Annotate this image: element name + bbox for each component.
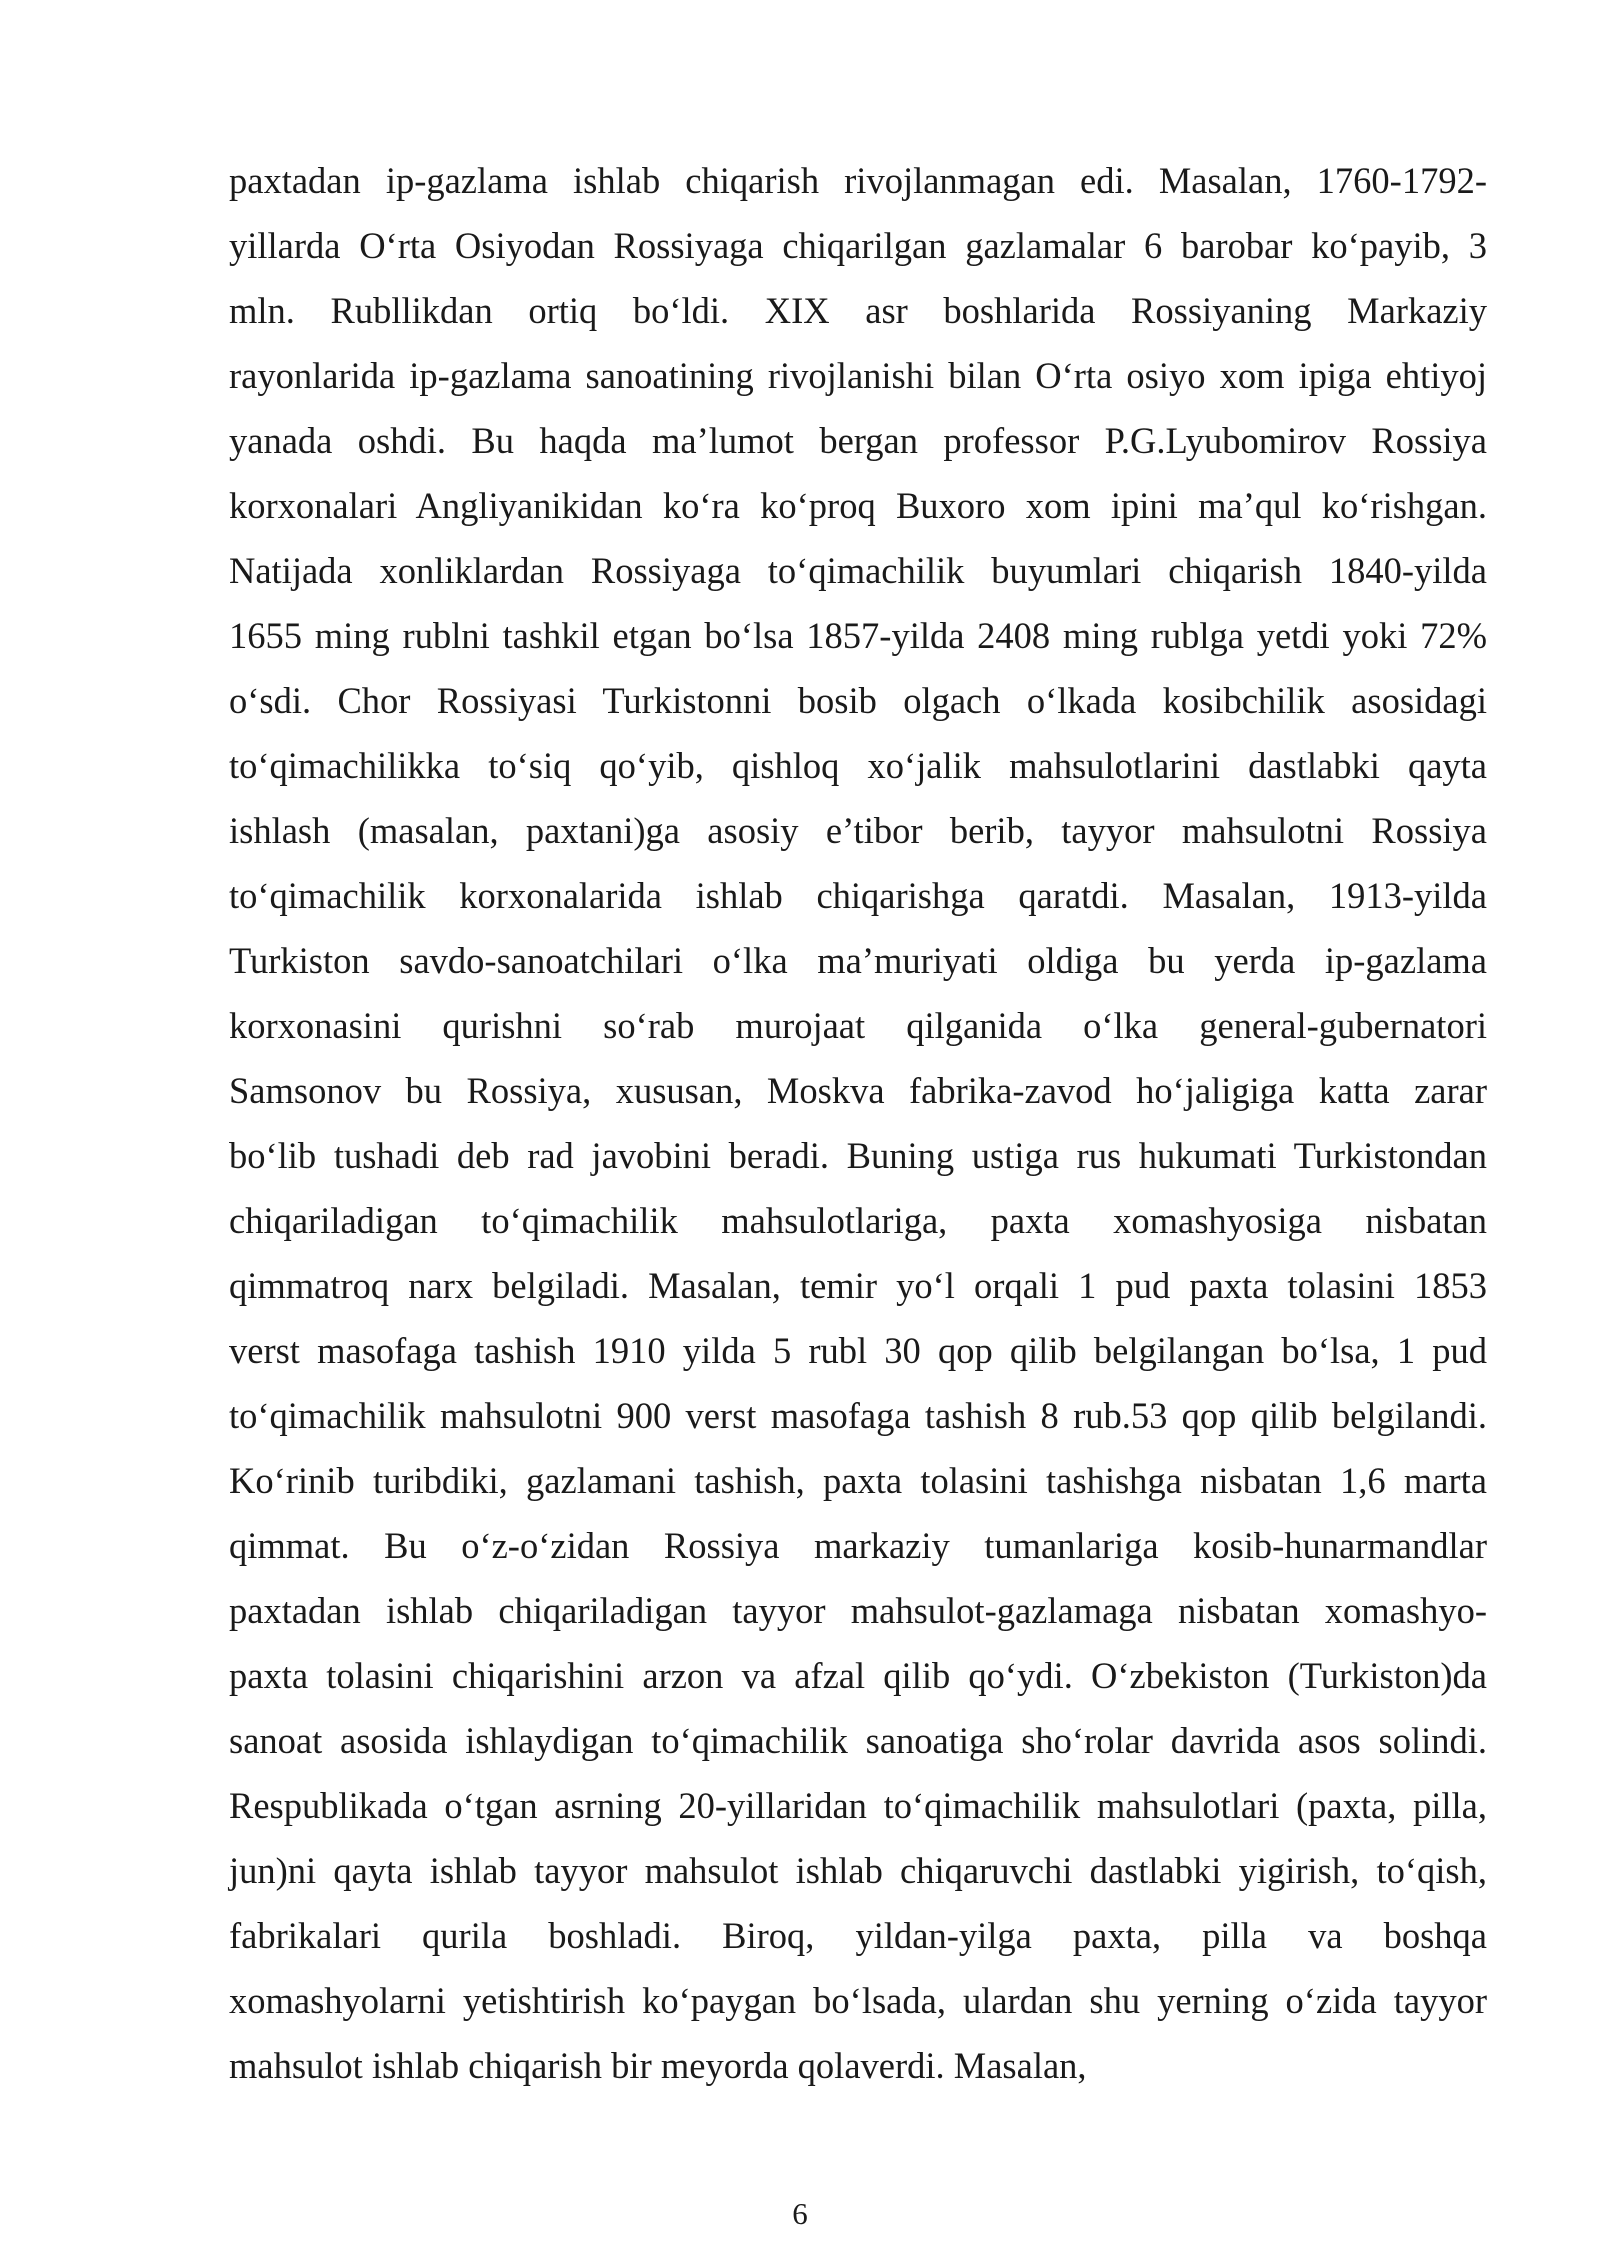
text-line: yillarda O‘rta Osiyodan Rossiyaga chiqarilgan gazlamalar 6 barobar ko‘payib, 3 (229, 225, 1487, 266)
text-line: Natijada xonliklardan Rossiyaga to‘qimachilik buyumlari chiqarish 1840-yilda (229, 550, 1487, 591)
text-line: xomashyolarni yetishtirish ko‘paygan bo‘lsada, ulardan shu yerning o‘zida tayyor (229, 1980, 1487, 2021)
text-line: verst masofaga tashish 1910 yilda 5 rubl 30 qop qilib belgilangan bo‘lsa, 1 pud (229, 1330, 1487, 1371)
text-line: Ko‘rinib turibdiki, gazlamani tashish, paxta tolasini tashishga nisbatan 1,6 marta (229, 1460, 1487, 1501)
body-text (229, 148, 1487, 2098)
text-line: qimmat. Bu o‘z-o‘zidan Rossiya markaziy tumanlariga kosib-hunarmandlar (229, 1525, 1487, 1566)
text-line: paxta tolasini chiqarishini arzon va afzal qilib qo‘ydi. O‘zbekiston (Turkiston)da (229, 1655, 1487, 1696)
text-line: korxonalari Angliyanikidan ko‘ra ko‘proq Buxoro xom ipini ma’qul ko‘rishgan. (229, 485, 1487, 526)
text-line: Respublikada o‘tgan asrning 20-yillaridan to‘qimachilik mahsulotlari (paxta, pilla, (229, 1785, 1487, 1826)
text-line: jun)ni qayta ishlab tayyor mahsulot ishlab chiqaruvchi dastlabki yigirish, to‘qish, (229, 1850, 1487, 1891)
text-line: mahsulot ishlab chiqarish bir meyorda qolaverdi. Masalan, (229, 2045, 1087, 2086)
text-line: fabrikalari qurila boshladi. Biroq, yildan-yilga paxta, pilla va boshqa (229, 1915, 1487, 1956)
text-line: rayonlarida ip-gazlama sanoatining rivojlanishi bilan O‘rta osiyo xom ipiga ehtiyoj (229, 355, 1487, 396)
text-line: ishlash (masalan, paxtani)ga asosiy e’tibor berib, tayyor mahsulotni Rossiya (229, 810, 1487, 851)
text-line: o‘sdi. Chor Rossiyasi Turkistonni bosib olgach o‘lkada kosibchilik asosidagi (229, 680, 1487, 721)
text-line: yanada oshdi. Bu haqda ma’lumot bergan professor P.G.Lyubomirov Rossiya (229, 420, 1487, 461)
text-line: 1655 ming rublni tashkil etgan bo‘lsa 1857-yilda 2408 ming rublga yetdi yoki 72% (229, 615, 1487, 656)
text-line: qimmatroq narx belgiladi. Masalan, temir yo‘l orqali 1 pud paxta tolasini 1853 (229, 1265, 1487, 1306)
page-number: 6 (792, 2196, 808, 2231)
text-line: Samsonov bu Rossiya, xususan, Moskva fabrika-zavod ho‘jaligiga katta zarar (229, 1070, 1487, 1111)
text-line: to‘qimachilikka to‘siq qo‘yib, qishloq xo‘jalik mahsulotlarini dastlabki qayta (229, 745, 1487, 786)
text-line: paxtadan ip-gazlama ishlab chiqarish rivojlanmagan edi. Masalan, 1760-1792- (229, 160, 1487, 201)
text-line: chiqariladigan to‘qimachilik mahsulotlariga, paxta xomashyosiga nisbatan (229, 1200, 1487, 1241)
text-line: paxtadan ishlab chiqariladigan tayyor mahsulot-gazlamaga nisbatan xomashyo- (229, 1590, 1487, 1631)
text-line: bo‘lib tushadi deb rad javobini beradi. Buning ustiga rus hukumati Turkistondan (229, 1135, 1487, 1176)
text-line: to‘qimachilik mahsulotni 900 verst masofaga tashish 8 rub.53 qop qilib belgilandi. (229, 1395, 1487, 1436)
text-line: to‘qimachilik korxonalarida ishlab chiqarishga qaratdi. Masalan, 1913-yilda (229, 875, 1487, 916)
text-line: sanoat asosida ishlaydigan to‘qimachilik sanoatiga sho‘rolar davrida asos solindi. (229, 1720, 1487, 1761)
text-line: Turkiston savdo-sanoatchilari o‘lka ma’muriyati oldiga bu yerda ip-gazlama (229, 940, 1487, 981)
text-line: korxonasini qurishni so‘rab murojaat qilganida o‘lka general-gubernatori (229, 1005, 1487, 1046)
text-line: mln. Rubllikdan ortiq bo‘ldi. XIX asr boshlarida Rossiyaning Markaziy (229, 290, 1487, 331)
